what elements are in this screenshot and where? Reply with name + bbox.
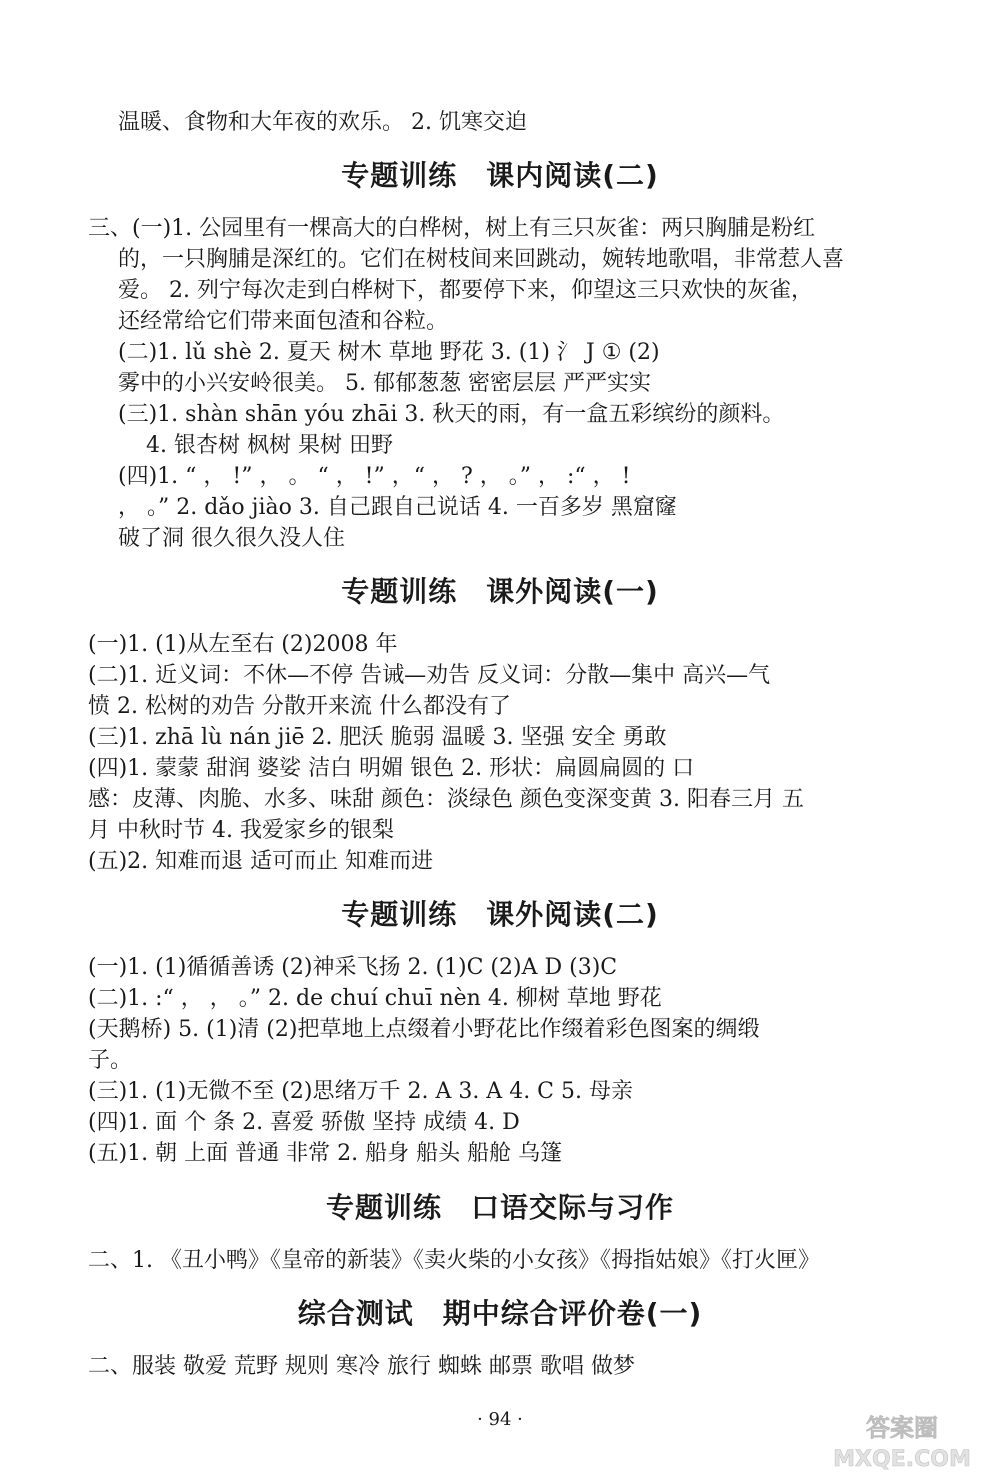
answer-line: 4. 银杏树 枫树 果树 田野 <box>146 433 393 458</box>
answer-line: (四)1. 面 个 条 2. 喜爱 骄傲 坚持 成绩 4. D <box>88 1110 520 1135</box>
answer-line: (五)1. 朝 上面 普通 非常 2. 船身 船头 船舱 乌篷 <box>88 1141 563 1166</box>
answer-line: 还经常给它们带来面包渣和谷粒。 <box>118 309 449 334</box>
page-number: · 94 · <box>477 1409 523 1430</box>
answer-line: 感：皮薄、肉脆、水多、味甜 颜色：淡绿色 颜色变深变黄 3. 阳春三月 五 <box>88 787 804 812</box>
section-heading: 专题训练 课内阅读(二) <box>341 159 659 192</box>
svg-text:MXQE.COM: MXQE.COM <box>833 1447 971 1472</box>
answer-line: (三)1. shàn shān yóu zhāi 3. 秋天的雨，有一盒五彩缤纷的颜料。 <box>118 402 785 427</box>
answer-line: (四)1. 蒙蒙 甜润 婆娑 洁白 明媚 银色 2. 形状：扁圆扁圆的 口 <box>88 756 695 781</box>
answer-line: (四)1. “ ， !” ， 。 “ ， !” ，“ ， ? ， 。” ， :“ ， ! <box>118 464 631 489</box>
answer-line: ， 。” 2. dǎo jiào 3. 自己跟自己说话 4. 一百多岁 黑窟窿 <box>118 495 677 520</box>
answer-line: (三)1. zhā lù nán jiē 2. 肥沃 脆弱 温暖 3. 坚强 安全 勇敢 <box>88 725 667 750</box>
answer-line: (二)1. 近义词：不休—不停 告诫—劝告 反义词：分散—集中 高兴—气 <box>88 663 771 688</box>
answer-line: 爱。 2. 列宁每次走到白桦树下，都要停下来，仰望这三只欢快的灰雀， <box>118 278 813 303</box>
answer-line: 二、1. 《丑小鸭》《皇帝的新装》《卖火柴的小女孩》《拇指姑娘》《打火匣》 <box>88 1248 820 1273</box>
answer-line: 三、(一)1. 公园里有一棵高大的白桦树，树上有三只灰雀：两只胸脯是粉红 <box>88 216 816 241</box>
answer-line: 雾中的小兴安岭很美。 5. 郁郁葱葱 密密层层 严严实实 <box>118 371 651 396</box>
answer-line: (二)1. :“ ， ， 。” 2. de chuí chuī nèn 4. 柳树 草地 野花 <box>88 986 662 1011</box>
answer-line: 愤 2. 松树的劝告 分散开来流 什么都没有了 <box>88 694 511 719</box>
answer-line: (二)1. lǔ shè 2. 夏天 树木 草地 野花 3. (1) 氵 J ① (2) <box>118 340 660 365</box>
section-heading: 专题训练 课外阅读(一) <box>341 575 659 608</box>
answer-line: 二、服装 敬爱 荒野 规则 寒冷 旅行 蜘蛛 邮票 歌唱 做梦 <box>88 1354 635 1379</box>
answer-line: (三)1. (1)无微不至 (2)思绪万千 2. A 3. A 4. C 5. 母亲 <box>88 1079 633 1104</box>
answer-line: 的，一只胸脯是深红的。它们在树枝间来回跳动，婉转地歌唱，非常惹人喜 <box>118 247 845 272</box>
answer-line: 破了洞 很久很久没人住 <box>118 526 345 551</box>
answer-line: (天鹅桥) 5. (1)清 (2)把草地上点缀着小野花比作缀着彩色图案的绸缎 <box>88 1017 760 1042</box>
answer-line: 月 中秋时节 4. 我爱家乡的银梨 <box>88 818 394 843</box>
section-heading: 专题训练 课外阅读(二) <box>341 898 659 931</box>
answer-line: 子。 <box>88 1048 133 1073</box>
answer-line: (一)1. (1)从左至右 (2)2008 年 <box>88 632 398 657</box>
svg-text:答案圈: 答案圈 <box>866 1414 938 1442</box>
answer-line: 温暖、食物和大年夜的欢乐。 2. 饥寒交迫 <box>118 110 527 135</box>
section-heading: 专题训练 口语交际与习作 <box>325 1191 674 1224</box>
section-heading: 综合测试 期中综合评价卷(一) <box>297 1297 703 1330</box>
answer-line: (一)1. (1)循循善诱 (2)神采飞扬 2. (1)C (2)A D (3)C <box>88 955 618 980</box>
watermark-logo <box>822 1408 982 1474</box>
answer-line: (五)2. 知难而退 适可而止 知难而进 <box>88 849 434 874</box>
